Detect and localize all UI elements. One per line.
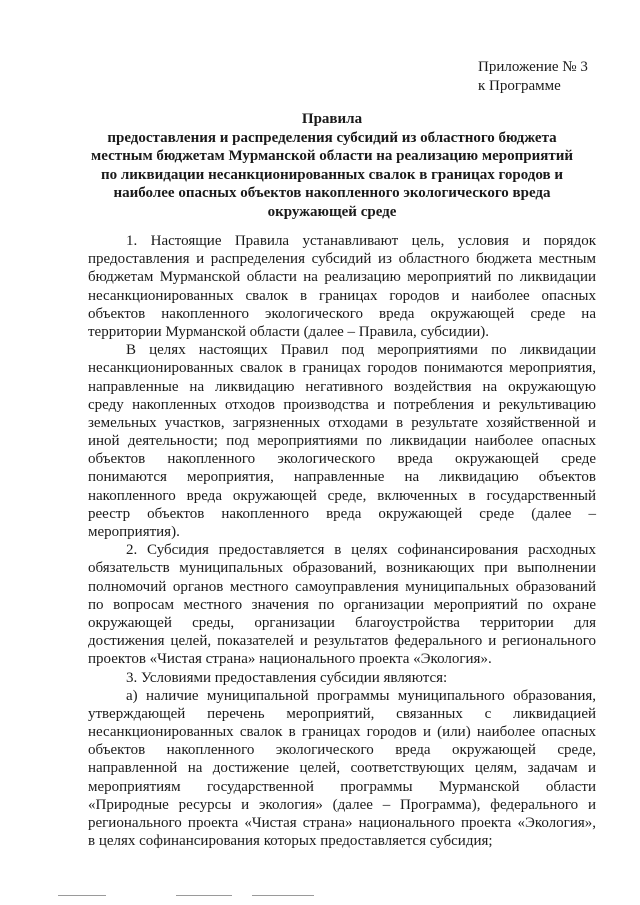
title-line: предоставления и распределения субсидий из областного бюджета — [107, 129, 557, 146]
appendix-program-ref: к Программе — [478, 78, 561, 94]
body-line: мероприятия). — [88, 524, 180, 540]
body-line: 3. Условиями предоставления субсидии являются: — [126, 669, 448, 686]
body-line: полномочий органов местного самоуправления муниципальных образований — [88, 578, 596, 595]
body-line: мероприятиям государственной программы Мурманской области — [88, 778, 596, 795]
body-line: 1. Настоящие Правила устанавливают цель, условия и порядок — [126, 233, 596, 249]
appendix-note — [478, 58, 588, 96]
title-line: местным бюджетам Мурманской области на реализацию мероприятий — [91, 148, 573, 164]
body-line: несанкционированных свалок в границах городов и (или) наиболее опасных — [88, 724, 596, 741]
body-line: обязательств муниципальных образований, возникающих при выполнении — [88, 560, 596, 577]
title-heading: Правила — [301, 111, 363, 127]
body-line: реестр объектов накопленного вреда окружающей среде (далее – — [88, 505, 596, 522]
body-line: бюджетам Мурманской области на реализацию мероприятий по ликвидации — [88, 269, 596, 286]
body-line: направленные на ликвидацию негативного воздействия на окружающую — [88, 378, 596, 395]
body-line: объектов накопленного экологического вреда окружающей среде, — [88, 742, 596, 759]
body-line: «Природные ресурсы и экология» (далее – Программа), федерального и — [88, 796, 596, 813]
body-line: объектов накопленного экологического вреда окружающей среде на — [88, 305, 596, 322]
body-line: утверждающей перечень мероприятий, связанных с ликвидацией — [88, 705, 596, 722]
body-line: накопленного вреда окружающей среде, включенных в государственный — [88, 487, 596, 504]
body-line: по вопросам местного значения по организации мероприятий по охране — [88, 596, 596, 613]
body-line: направленной на достижение целей, соответствующих целям, задачам и — [88, 760, 596, 777]
body-line: проектов «Чистая страна» национального проекта «Экология». — [88, 651, 492, 668]
body-line: В целях настоящих Правил под мероприятиями по ликвидации — [126, 342, 596, 359]
body-line: окружающей среды, организации благоустройства территории для — [88, 614, 596, 631]
title-line: по ликвидации несанкционированных свалок в границах городов и — [100, 166, 564, 183]
body-line: а) наличие муниципальной программы муниципального образования, — [126, 687, 596, 704]
body-line: иной деятельности; под мероприятиями по ликвидации наиболее опасных — [88, 433, 596, 450]
body-line: среду накопленных отходов производства и потребления и рекультивацию — [88, 396, 596, 413]
footer-divider — [176, 895, 232, 896]
title-line: наиболее опасных объектов накопленного экологического вреда — [113, 185, 551, 201]
body-line: понимаются мероприятия, направленные на ликвидацию объектов — [88, 469, 596, 486]
footer-divider — [252, 895, 314, 896]
body-line: регионального проекта «Чистая страна» национального проекта «Экология», — [88, 815, 596, 831]
body-line: земельных участков, загрязненных отходами в результате хозяйственной и — [88, 414, 596, 431]
document-title — [84, 110, 580, 221]
body-line: 2. Субсидия предоставляется в целях софинансирования расходных — [126, 542, 596, 559]
document-body — [88, 232, 596, 850]
body-line: объектов накопленного экологического вреда окружающей среде — [88, 451, 596, 468]
body-line: предоставления и распределения субсидий из областного бюджета местным — [88, 251, 596, 268]
title-line: окружающей среде — [267, 203, 397, 220]
body-line: в целях софинансирования которых предоставляется субсидия; — [88, 833, 493, 850]
footer-divider — [58, 895, 106, 896]
body-line: территории Мурманской области (далее – Правила, субсидии). — [88, 323, 490, 340]
appendix-number: Приложение № 3 — [478, 59, 588, 75]
body-line: достижения целей, показателей и результатов федерального и регионального — [88, 633, 596, 650]
body-line: несанкционированных свалок в границах городов и наиболее опасных — [88, 287, 596, 304]
body-line: несанкционированных свалок в границах городов понимаются мероприятия, — [88, 360, 596, 377]
